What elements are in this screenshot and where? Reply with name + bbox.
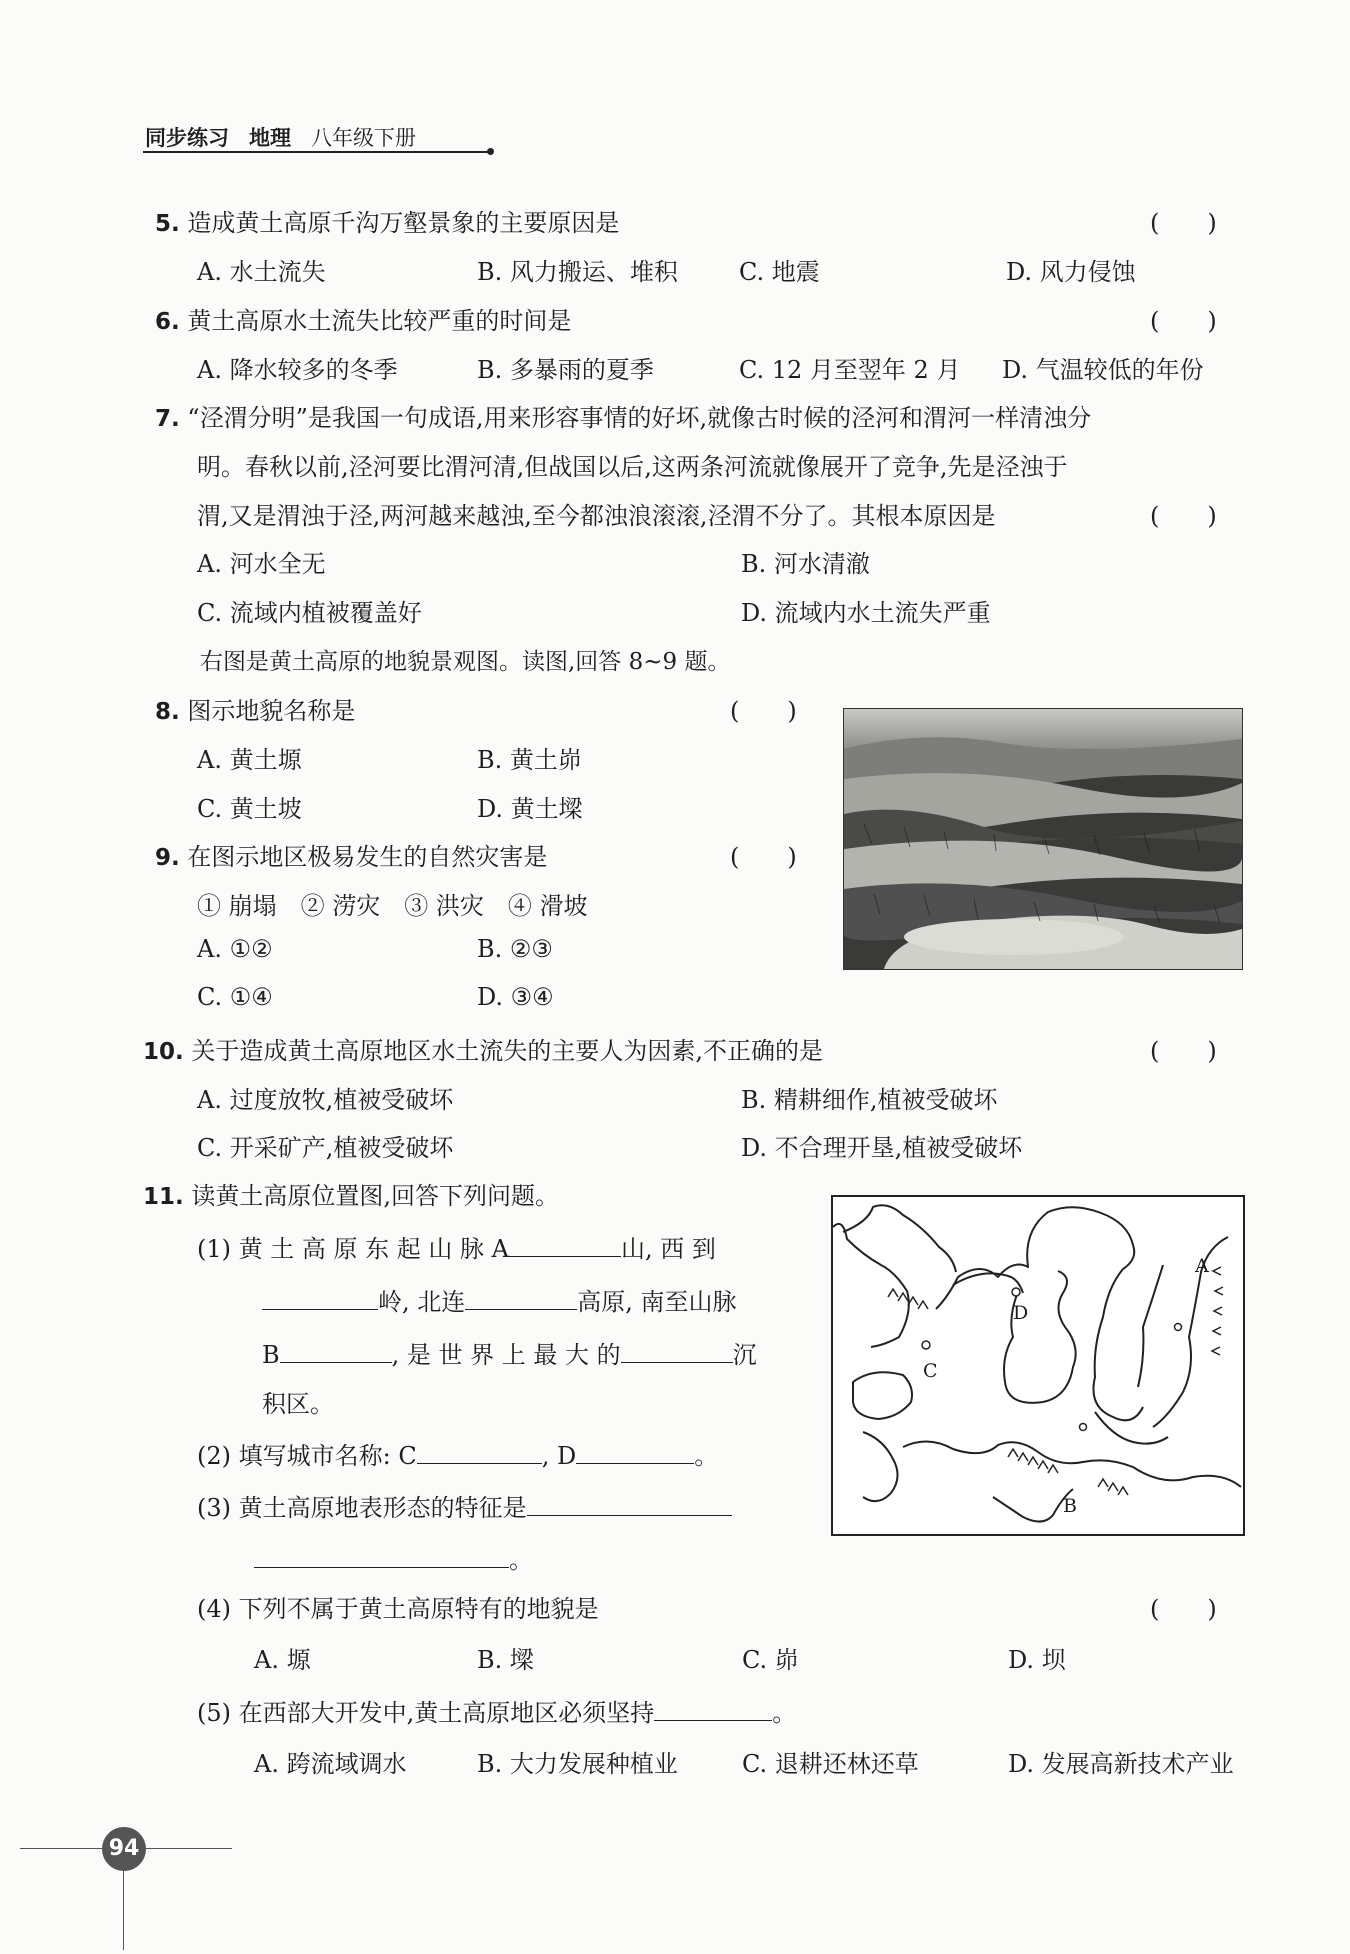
answer-paren[interactable]: ( )	[730, 697, 797, 725]
header-subject: 地理	[249, 126, 292, 150]
question-9	[155, 837, 547, 872]
option: A. 黄土塬	[197, 746, 302, 774]
text: 岭, 北连	[378, 1288, 466, 1316]
option: B. 多暴雨的夏季	[477, 356, 654, 384]
option: D. 黄土墚	[477, 795, 583, 823]
loess-landscape-photo	[843, 708, 1243, 970]
question-text: “泾渭分明”是我国一句成语,用来形容事情的好坏,就像古时候的泾河和渭河一样清浊分	[187, 404, 1092, 432]
map-label-d: D	[1013, 1302, 1029, 1324]
option: A. 水土流失	[197, 258, 326, 286]
option: A. 过度放牧,植被受破坏	[197, 1086, 454, 1114]
question-5	[155, 203, 619, 238]
intro-8-9: 右图是黄土高原的地貌景观图。读图,回答 8~9 题。	[200, 649, 731, 675]
text: (1) 黄 土 高 原 东 起 山 脉 A	[197, 1235, 509, 1263]
option: A. 跨流域调水	[254, 1750, 407, 1778]
map-label-b: B	[1063, 1495, 1077, 1517]
text: , D	[541, 1442, 577, 1470]
question-10	[143, 1031, 823, 1066]
city-d-marker	[1012, 1288, 1020, 1296]
option: D. 不合理开垦,植被受破坏	[741, 1134, 1023, 1162]
page-number: 94	[102, 1827, 146, 1871]
option: B. 黄土峁	[477, 746, 582, 774]
blank[interactable]	[509, 1234, 621, 1257]
option: C. 流域内植被覆盖好	[197, 599, 422, 627]
header-grade: 八年级下册	[311, 126, 417, 150]
blank[interactable]	[280, 1340, 392, 1363]
option: B. ②③	[477, 935, 553, 963]
hazard-items: ① 崩塌 ② 涝灾 ③ 洪灾 ④ 滑坡	[197, 892, 588, 920]
option: D. 气温较低的年份	[1002, 356, 1204, 384]
question-number: 8.	[155, 699, 180, 725]
answer-paren[interactable]: ( )	[1150, 209, 1217, 237]
question-number: 6.	[155, 309, 180, 335]
question-8	[155, 691, 355, 726]
q11-part3	[197, 1488, 732, 1523]
question-number: 10.	[143, 1039, 184, 1065]
option: C. 地震	[739, 258, 820, 286]
option: A. 塬	[254, 1646, 311, 1674]
text: B	[262, 1341, 280, 1369]
blank[interactable]	[417, 1441, 542, 1464]
question-number: 9.	[155, 845, 180, 871]
q11-part1-line1	[197, 1229, 716, 1264]
question-text: 黄土高原水土流失比较严重的时间是	[187, 307, 572, 335]
question-text: 图示地貌名称是	[187, 697, 356, 725]
option: B. 河水清澈	[741, 550, 870, 578]
loess-plateau-map	[831, 1195, 1245, 1536]
option: C. 峁	[742, 1646, 799, 1674]
text: 高原, 南至山脉	[577, 1288, 737, 1316]
option: B. 风力搬运、堆积	[477, 258, 678, 286]
option: D. 坝	[1008, 1646, 1066, 1674]
text: , 是 世 界 上 最 大 的	[391, 1341, 621, 1369]
q11-part1-line3	[262, 1335, 757, 1370]
q11-part3-cont	[254, 1540, 533, 1575]
text: 沉	[732, 1341, 757, 1369]
option: C. 开采矿产,植被受破坏	[197, 1134, 454, 1162]
question-6	[155, 301, 571, 336]
question-11	[143, 1176, 559, 1211]
text: (5) 在西部大开发中,黄土高原地区必须坚持	[197, 1699, 655, 1727]
option: C. 退耕还林还草	[742, 1750, 919, 1778]
q11-part1-line4: 积区。	[262, 1390, 334, 1418]
header-dot	[487, 148, 494, 155]
text: (3) 黄土高原地表形态的特征是	[197, 1494, 527, 1522]
question-number: 5.	[155, 211, 180, 237]
page-header	[145, 122, 416, 152]
question-number: 11.	[143, 1184, 184, 1210]
answer-paren[interactable]: ( )	[1150, 1037, 1217, 1065]
answer-paren[interactable]: ( )	[1150, 1595, 1217, 1623]
option: D. ③④	[477, 983, 554, 1011]
text: 。	[772, 1699, 797, 1727]
option: C. 12 月至翌年 2 月	[739, 356, 961, 384]
blank[interactable]	[262, 1287, 378, 1310]
option: C. 黄土坡	[197, 795, 302, 823]
question-text: 关于造成黄土高原地区水土流失的主要人为因素,不正确的是	[191, 1037, 824, 1065]
answer-paren[interactable]: ( )	[730, 843, 797, 871]
blank[interactable]	[465, 1287, 577, 1310]
answer-paren[interactable]: ( )	[1150, 502, 1217, 530]
option: B. 大力发展种植业	[477, 1750, 678, 1778]
blank[interactable]	[654, 1698, 772, 1721]
blank[interactable]	[254, 1545, 509, 1568]
text: 。	[694, 1442, 719, 1470]
question-7	[155, 398, 1091, 433]
question-number: 7.	[155, 406, 180, 432]
header-rule	[143, 151, 491, 153]
option: B. 墚	[477, 1646, 534, 1674]
text: 山, 西 到	[621, 1235, 716, 1263]
city-marker	[1175, 1324, 1182, 1331]
blank[interactable]	[576, 1441, 694, 1464]
q11-part4: (4) 下列不属于黄土高原特有的地貌是	[197, 1595, 599, 1623]
question-text: 明。春秋以前,泾河要比渭河清,但战国以后,这两条河流就像展开了竞争,先是泾浊于	[197, 453, 1068, 481]
question-text: 造成黄土高原千沟万壑景象的主要原因是	[187, 209, 620, 237]
option: D. 风力侵蚀	[1006, 258, 1136, 286]
city-c-marker	[922, 1341, 930, 1349]
option: C. ①④	[197, 983, 273, 1011]
option: A. 降水较多的冬季	[197, 356, 398, 384]
header-book: 同步练习	[145, 126, 229, 150]
q11-part2	[197, 1436, 718, 1471]
answer-paren[interactable]: ( )	[1150, 307, 1217, 335]
text: (2) 填写城市名称: C	[197, 1442, 417, 1470]
question-text: 读黄土高原位置图,回答下列问题。	[191, 1182, 560, 1210]
text: 。	[509, 1546, 533, 1574]
option: B. 精耕细作,植被受破坏	[741, 1086, 998, 1114]
map-label-c: C	[923, 1360, 938, 1382]
map-label-a: A	[1195, 1255, 1209, 1277]
option: A. 河水全无	[197, 550, 326, 578]
q11-part5	[197, 1693, 796, 1728]
option: D. 流域内水土流失严重	[741, 599, 991, 627]
q11-part1-line2	[262, 1282, 737, 1317]
blank[interactable]	[527, 1493, 732, 1516]
option: A. ①②	[197, 935, 273, 963]
question-text: 在图示地区极易发生的自然灾害是	[187, 843, 548, 871]
city-marker	[1080, 1424, 1087, 1431]
option: D. 发展高新技术产业	[1008, 1750, 1234, 1778]
blank[interactable]	[621, 1340, 733, 1363]
question-text: 渭,又是渭浊于泾,两河越来越浊,至今都浊浪滚滚,泾渭不分了。其根本原因是	[197, 502, 996, 530]
